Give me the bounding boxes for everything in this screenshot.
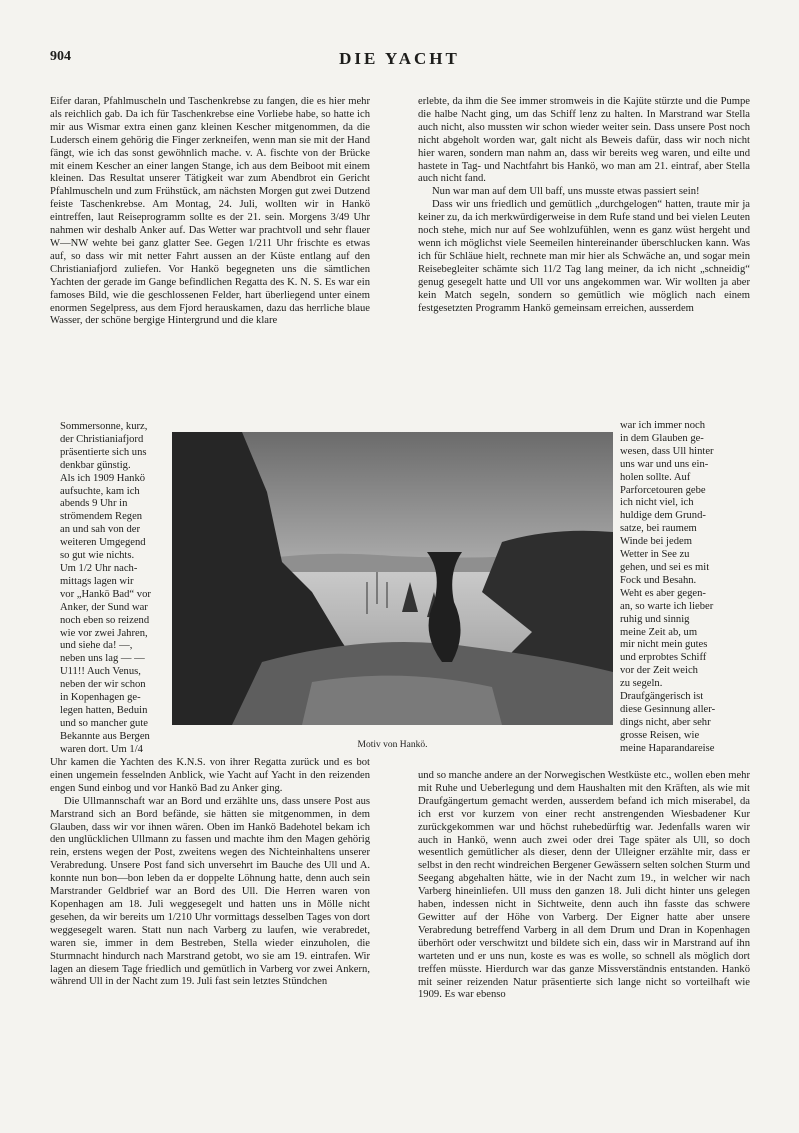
text-line: Sommersonne, kurz, xyxy=(60,421,148,432)
paragraph: Uhr kamen die Yachten des K.N.S. von ihrer Regatta zurück und es bot einen ungemein fesselnden Anblick, wie Yacht auf Yacht in den reizenden engen Sund einbog und vor Hankö Bad zu Anker ging. xyxy=(50,757,370,794)
text-line: meine Haparandareise xyxy=(620,742,715,754)
right-column-bottom xyxy=(418,770,750,1002)
photo-caption: Motiv von Hankö. xyxy=(357,740,428,750)
paragraph: Eifer daran, Pfahlmuscheln und Taschenkrebse zu fangen, die es hier mehr als reichlich gab. Da ich für Taschenkrebse eine Vorliebe habe, so hatte ich mir aus Wismar extra einen ganz kleinen Kescher mitgenommen, da die Ludersch einem gehörig die Finger zerkneifen, wenn man sie mit der Hand fängt, wie ich das sonst gewöhnlich mache. v. A. fischte von der Brücke mit einem Kescher an einer langen Stange, ich aus dem Beiboot mit einem kleinen. Das Resultat unserer Tätigkeit war zum Abendbrot ein Gericht Pfahlmuscheln und zum Frühstück, am nächsten Morgen gut zwei Dutzend feiste Taschenkrebse. Am Montag, 24. Juli, wollten wir in Hankö eintreffen, laut Reiseprogramm sollte es der 21. sein. Morgens 3/49 Uhr nahmen wir deshalb Anker auf. Das Wetter war prachtvoll und sehr flauer W—NW wehte bei ganz glatter See. Gegen 1/211 Uhr frischte es etwas auf, so dass wir mit netter Fahrt aussen an der Küste entlang auf den Christianiafjord zuliefen. Vor Hankö begegneten uns die sämtlichen Yachten der gerade im Gange befindlichen Regatta des K. N. S. Es war ein famoses Bild, wie die geschlossenen Felder, hart überliegend unter einem enormen Segelpress, aus dem Fjord herauskamen, dazu das herrliche blaue Wasser, der schöne bergige Hintergrund und die klare xyxy=(50,96,370,327)
text-line: Draufgängerisch ist xyxy=(620,691,704,703)
running-head: DIE YACHT xyxy=(339,49,460,68)
text-line: U11!! Auch Venus, xyxy=(60,666,141,678)
text-line: und siehe da! —, xyxy=(60,640,133,652)
text-line: mittags lagen wir xyxy=(60,575,134,587)
text-line: gehen, und sei es mit xyxy=(620,561,710,573)
text-line: vor der Zeit weich xyxy=(620,665,698,677)
left-column-bottom xyxy=(50,757,370,989)
text-line: strömendem Regen xyxy=(60,511,143,523)
text-line: Fock und Besahn. xyxy=(620,574,697,586)
text-line: diese Gesinnung aller- xyxy=(620,703,716,715)
right-column-wrap xyxy=(620,420,750,756)
text-line: neben uns lag — — xyxy=(60,653,145,665)
text-line: ruhig und sinnig xyxy=(620,613,690,625)
text-line: huldige dem Grund- xyxy=(620,510,706,522)
text-line: vor „Hankö Bad“ vor xyxy=(60,588,151,600)
text-line: Bekannte aus Bergen xyxy=(60,730,150,742)
text-line: noch eben so reizend xyxy=(60,614,150,626)
text-line: so gut wie nichts. xyxy=(60,550,135,562)
photo-image xyxy=(172,432,613,725)
paragraph: und so manche andere an der Norwegischen Westküste etc., wollen eben mehr mit Ruhe und Ueberlegung und dem Haushalten mit den Kräften, als wie mit Draufgängertum gemacht werden, ausserdem befand ich mich miserabel, da ich erst vor kurzem von einer recht anstrengenden Wiesbadener Kur zurückgekommen war und höchst ruhebedürftig war. Jedenfalls waren wir auch in Hankö, wenn auch zwei oder drei Tage später als Ull, so doch wesentlich gemütlicher als dieser, denn der Ulleigner erzählte mir, dass er selbst in den recht windreichen Bergener Gewässern selten solchen Sturm und Seegang abgehalten hätte, wie in der Nacht zum 19., in welcher wir nach Varberg hineinliefen. Ull muss den ganzen 18. Juli dicht hinter uns gelegen haben, indessen nicht in Sichtweite, denn auch ihn fasste das schwere Gewitter auf der Höhe von Varberg. Der Eigner hatte aber unsere Verabredung betreffend Varberg in all dem Drum und Dran in Kopenhagen überhört oder verschwitzt und bildete sich ein, dass wir in Marstrand auf ihn warteten und er uns nun, koste es was es wolle, so schnell als möglich dort treffen müsste. Hierdurch war das ganze Missverständnis entstanden. Hankö mit seiner reizenden Natur präsentierte sich lange nicht so vorteilhaft wie 1909. Es war ebenso xyxy=(418,770,750,1001)
text-line: Als ich 1909 Hankö xyxy=(60,472,146,484)
text-line: und erprobtes Schiff xyxy=(620,652,707,664)
text-line: uns war und uns ein- xyxy=(620,458,709,470)
text-line: in Kopenhagen ge- xyxy=(60,692,141,704)
text-line: der Christianiafjord xyxy=(60,433,144,445)
left-column-wrap xyxy=(60,421,170,757)
text-line: waren dort. Um 1/4 xyxy=(60,743,143,755)
page-number: 904 xyxy=(50,49,71,64)
text-line: und so mancher gute xyxy=(60,717,148,729)
text-line: weiteren Umgegend xyxy=(60,537,146,549)
text-line: mir nicht mein gutes xyxy=(620,639,708,651)
text-line: an und sah von der xyxy=(60,524,141,536)
text-line: zu segeln. xyxy=(620,678,663,690)
text-line: Wetter in See zu xyxy=(620,549,690,561)
text-line: ich nicht viel, ich xyxy=(620,497,694,509)
text-line: grosse Reisen, wie xyxy=(620,729,700,741)
text-line: präsentierte sich uns xyxy=(60,446,147,458)
landscape-photo xyxy=(172,432,613,725)
text-line: legen hatten, Beduin xyxy=(60,704,148,716)
text-line: neben der wir schon xyxy=(60,679,146,691)
paragraph: Die Ullmannschaft war an Bord und erzählte uns, dass unsere Post aus Marstrand sich an Bord befände, sie hätten sie mitgenommen, in dem Glauben, dass wir vor ihnen wären. Oben im Hankö Badehotel bekam ich den unglücklichen Ullmann zu fassen und machte ihm den Magen gehörig rein, erstens wegen der Post, zweitens wegen des Nichteinhaltens unserer Verabredung. Unsere Post fand sich unversehrt im Bauche des Ull und A. konnte nun bon—bon leben da er doppelte Löhnung hatte, denn auch sein Marstrander Geldbrief war an Bord des Ull. Die Herren waren von Kopenhagen am 18. Juli weggesegelt und hatten uns in Mölle nicht gesehen, da wir bereits um 1/210 Uhr vormittags desselben Tages von dort weggesegelt waren. Statt nun nach Varberg zu laufen, wie verabredet, waren sie, immer in dem Bestreben, Stella wieder einzuholen, die Sturmnacht hindurch nach Marstrand getobt, wo sie am 19. eintrafen. Wir lagen an diesem Tage friedlich und gemütlich in Varberg vor zwei Ankern, während Ull in der Nacht zum 19. Juli fast sein letztes Stündchen xyxy=(50,795,370,988)
text-line: wie vor zwei Jahren, xyxy=(60,627,148,639)
text-line: an, so warte ich lieber xyxy=(620,600,714,612)
text-line: holen sollte. Auf xyxy=(620,471,691,483)
text-line: denkbar günstig. xyxy=(60,459,131,471)
text-line: dings nicht, aber sehr xyxy=(620,716,711,728)
text-line: Weht es aber gegen- xyxy=(620,587,706,599)
text-line: meine Zeit ab, um xyxy=(620,626,698,638)
text-line: Anker, der Sund war xyxy=(60,601,148,613)
text-line: war ich immer noch xyxy=(620,420,706,431)
text-line: abends 9 Uhr in xyxy=(60,498,128,510)
text-line: Um 1/2 Uhr nach- xyxy=(60,562,138,574)
paragraph: Nun war man auf dem Ull baff, uns musste etwas passiert sein! xyxy=(432,186,700,198)
paragraph: erlebte, da ihm die See immer stromweis in die Kajüte stürzte und die Pumpe die halbe Nacht ging, um das Schiff lenz zu halten. In Marstrand war Stella auch nicht, also mussten wir schon wieder weiter sein. Dass unsere Post noch nicht abgeholt worden war, galt nicht als Beweis dafür, dass wir noch nicht hier waren, sondern man nahm an, dass wir bereits weg waren, und eilte und hastete in Tag- und Nachtfahrt bis Hankö, wo man am 21. eintraf, aber Stella auch nicht fand. xyxy=(418,96,750,185)
text-line: in dem Glauben ge- xyxy=(620,432,704,444)
paragraph: Dass wir uns friedlich und gemütlich „durchgelogen“ hatten, traute mir ja keiner zu, da ich merkwürdigerweise in dem Rufe stand und bei vielen Leuten noch stehe, mich nur auf See wohlzufühlen, wenn es ganz wüst hergeht und wenn ich möglichst viele Seemeilen hintereinander überschlucken kann. Was ich für Schläue hielt, rechnete man mir hier als Schwäche an, und sogar mein Reisebegleiter schämte sich 11/2 Tag lang meiner, da ich nicht „schneidig“ genug gesegelt hatte und Ull vor uns angekommen war. Wir wollten ja aber kein Match segeln, sondern so gemütlich wie möglich nach einem festgesetzten Programm Hankö gemeinsam erreichen, ausserdem xyxy=(418,199,750,314)
text-line: aufsuchte, kam ich xyxy=(60,485,140,497)
left-column-top xyxy=(50,96,370,328)
text-line: wesen, dass Ull hinter xyxy=(620,445,714,457)
right-column-top xyxy=(418,96,750,315)
text-line: Winde bei jedem xyxy=(620,536,692,548)
text-line: Parforcetouren gebe xyxy=(620,484,706,496)
text-line: satze, bei raumem xyxy=(620,523,697,535)
